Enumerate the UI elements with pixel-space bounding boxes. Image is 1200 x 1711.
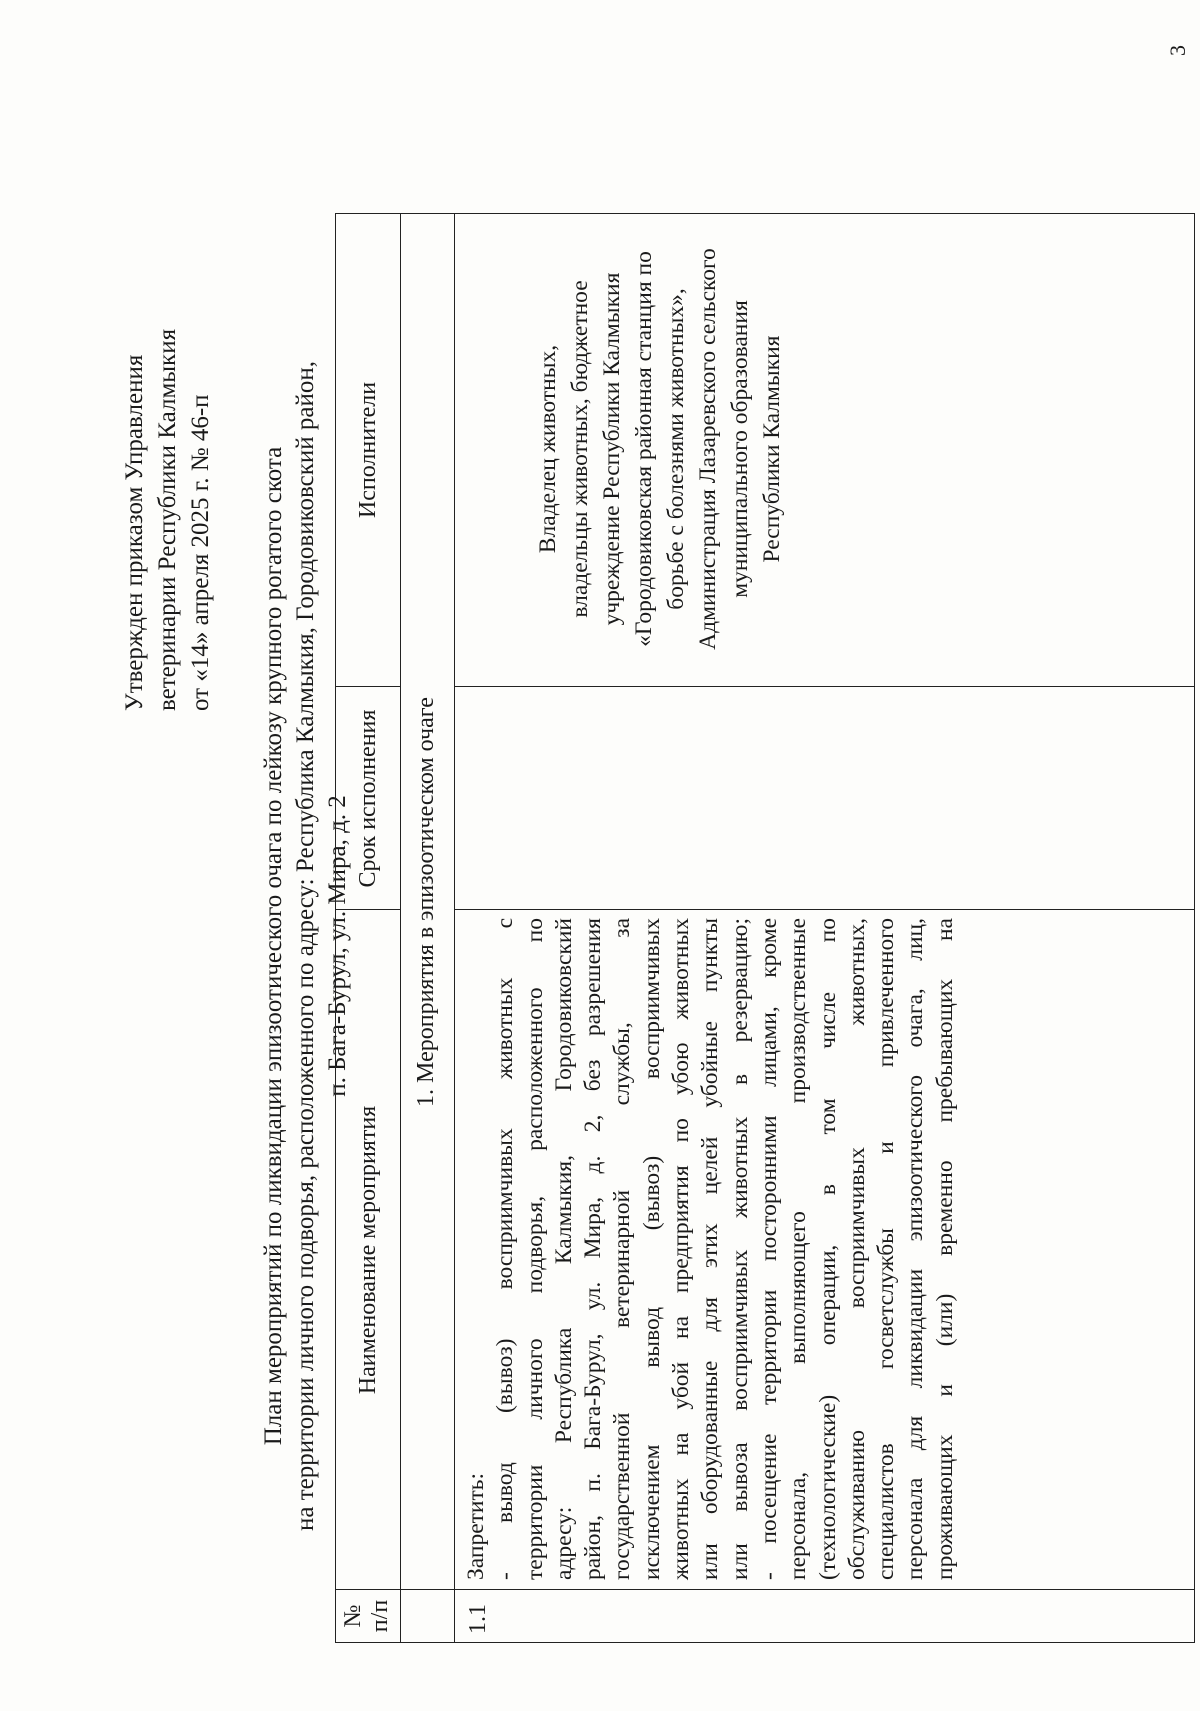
col-divider-3-top — [336, 686, 400, 687]
row-executor-line: Администрация Лазаревского сельского — [695, 248, 721, 650]
approval-stamp — [118, 329, 217, 711]
row-description-line: адресу: Республика Калмыкия, Городовиковский — [550, 918, 577, 1580]
row-description-line: - посещение территории посторонними лицами, кроме — [755, 918, 782, 1580]
row-executor-line: борьбе с болезнями животных», — [663, 288, 689, 610]
approval-line-2: ветеринарии Республики Калмыкия — [154, 328, 181, 711]
measures-table — [335, 213, 1195, 1643]
section-title: 1. Мероприятия в эпизоотическом очаге — [413, 697, 439, 1107]
header-name: Наименование мероприятия — [355, 1105, 381, 1395]
section-divider — [454, 214, 455, 1642]
header-deadline: Срок исполнения — [355, 709, 381, 888]
row-number: 1.1 — [465, 1604, 491, 1634]
row-description-line: животных на убой на предприятия по убою животных — [668, 918, 695, 1580]
row-executor-line: Республики Калмыкия — [759, 335, 785, 563]
col-divider-3 — [454, 686, 1194, 687]
col-divider-2 — [454, 909, 1194, 910]
row-executor-line: учреждение Республики Калмыкия — [599, 272, 625, 626]
col-divider-1 — [454, 1589, 1194, 1590]
approval-line-3: от «14» апреля 2025 г. № 46-п — [187, 394, 214, 711]
header-num-line-1: № — [340, 1604, 366, 1628]
row-description — [462, 918, 960, 1580]
header-executors: Исполнители — [355, 381, 381, 519]
row-description-line: персонала, выполняющего производственные — [785, 918, 812, 1580]
row-executors — [532, 216, 788, 682]
approval-line-1: Утвержден приказом Управления — [121, 354, 148, 711]
row-description-line: - вывод (вывоз) восприимчивых животных с — [492, 918, 519, 1580]
row-description-line: территории личного подворья, расположенного по — [521, 918, 548, 1580]
row-description-line: (технологические) операции, в том числе по — [814, 918, 841, 1580]
row-description-line: район, п. Бага-Бурул, ул. Мира, д. 2, без разрешения — [580, 918, 607, 1580]
col-divider-2-top — [336, 909, 400, 910]
header-num — [340, 1592, 394, 1640]
row-description-line: специалистов госветслужбы и привлеченного — [873, 918, 900, 1580]
row-description-line: обслуживанию восприимчивых животных, — [843, 918, 870, 1580]
row-description-line: персонала для ликвидации эпизоотического очага, лиц, — [902, 918, 929, 1580]
title-line-1: План мероприятий по ликвидации эпизоотического очага по лейкозу крупного рогатого скота — [260, 446, 287, 1446]
header-divider — [400, 214, 401, 1642]
title-line-2: на территории личного подворья, расположенного по адресу: Республика Калмыкия, Городовиковский район, — [292, 361, 319, 1532]
page-number: 3 — [1165, 45, 1190, 56]
row-description-line: или вывоза восприимчивых животных в резервацию; — [726, 918, 753, 1580]
row-executor-line: муниципального образования — [727, 300, 753, 598]
row-description-line: или оборудованные для этих целей убойные пункты — [697, 918, 724, 1580]
header-num-line-2: п/п — [367, 1599, 393, 1633]
row-executor-line: «Городовиковская районная станция по — [631, 251, 657, 647]
row-description-line: проживающих и (или) временно пребывающих на — [931, 918, 958, 1580]
row-description-line: исключением вывод (вывоз) восприимчивых — [638, 918, 665, 1580]
row-executor-line: владельцы животных, бюджетное — [567, 280, 593, 618]
title-line-3: п. Бага-Бурул, ул. Мира, д. 2 — [324, 795, 351, 1097]
row-description-line: Запретить: — [463, 1472, 489, 1580]
row-description-line: государственной ветеринарной службы, за — [609, 918, 636, 1580]
row-executor-line: Владелец животных, — [535, 344, 561, 554]
